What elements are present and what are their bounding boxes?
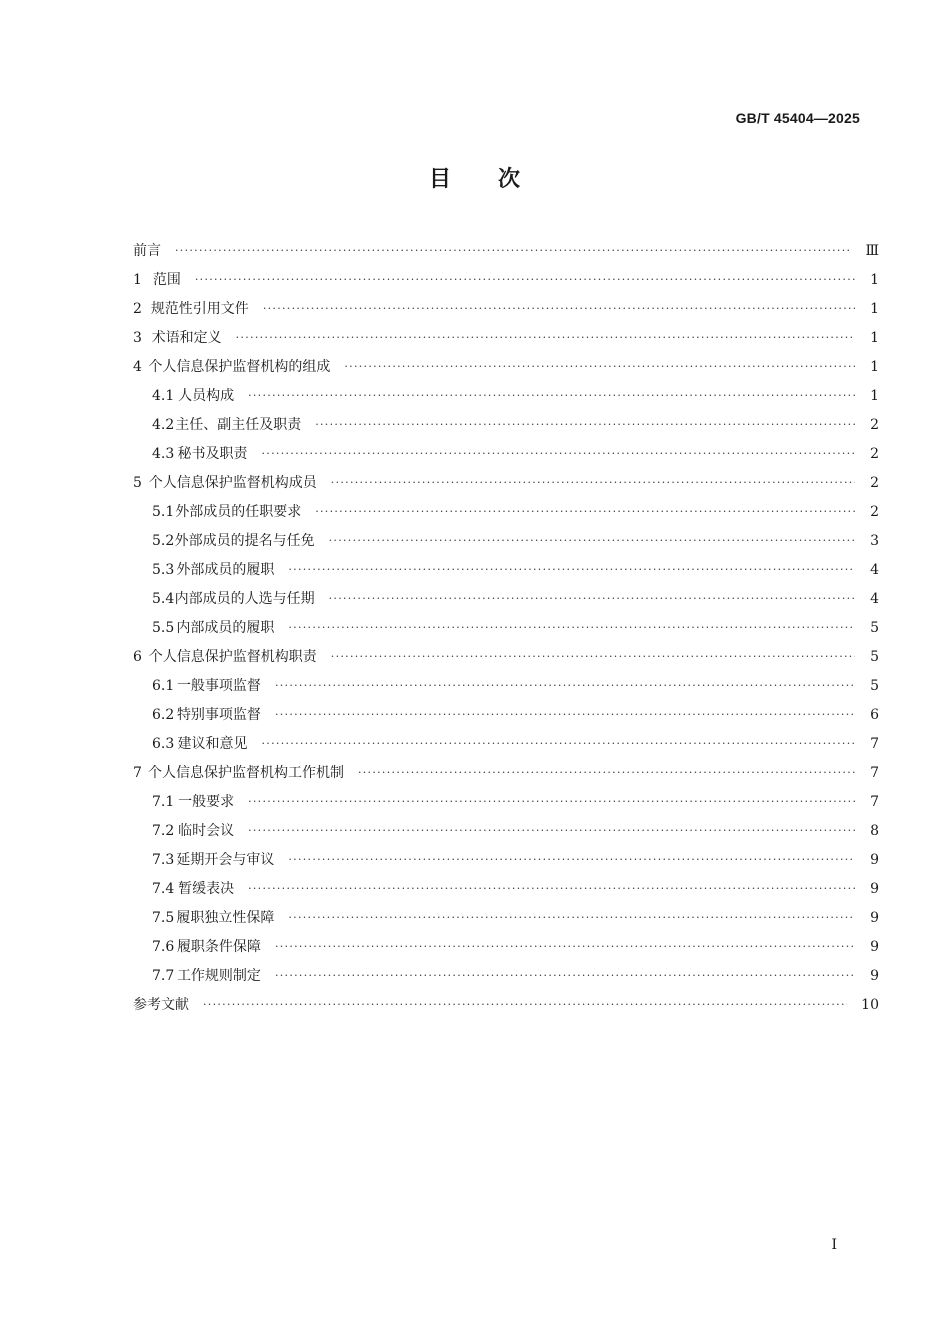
title-char-right: 次 [498, 167, 522, 192]
toc-entry-number: 7.4 [152, 881, 175, 897]
toc-entry-page: 4 [870, 591, 879, 607]
dot-leader [195, 273, 855, 286]
toc-entry-number: 6.1 [152, 678, 175, 694]
dot-leader [263, 302, 855, 315]
toc-entry-number: 7 [133, 765, 142, 781]
toc-entry-label: 工作规则制定 [176, 968, 261, 984]
toc-entry-label: 临时会议 [178, 823, 235, 839]
toc-entry-page: 4 [870, 562, 879, 578]
toc-entry-label: 个人信息保护监督机构的组成 [148, 359, 331, 375]
toc-entry-page: 1 [870, 359, 879, 375]
dot-leader [315, 505, 855, 518]
toc-entry[interactable] [133, 878, 879, 907]
toc-entry-label: 个人信息保护监督机构职责 [148, 649, 317, 665]
toc-entry[interactable] [133, 849, 879, 878]
dot-leader [288, 853, 855, 866]
toc-entry[interactable] [133, 675, 879, 704]
dot-leader [275, 679, 855, 692]
dot-leader [275, 708, 855, 721]
toc-entry-number: 1 [133, 272, 142, 288]
toc-entry-page: 8 [870, 823, 879, 839]
toc-entry-page: 9 [870, 881, 879, 897]
toc-entry-number: 7.1 [152, 794, 175, 810]
dot-leader [275, 969, 855, 982]
toc-entry[interactable] [133, 936, 879, 965]
toc-entry-number: 7.6 [152, 939, 175, 955]
toc-entry-page: 1 [870, 330, 879, 346]
toc-entry[interactable] [133, 820, 879, 849]
toc-entry-number: 4.2 [152, 417, 175, 433]
toc-entry-page: 9 [870, 939, 879, 955]
toc-entry-label: 特别事项监督 [176, 707, 261, 723]
toc-entry-page: 1 [870, 388, 879, 404]
toc-entry-label: 暂缓表决 [178, 881, 235, 897]
toc-entry-number: 7.3 [152, 852, 175, 868]
toc-entry[interactable] [133, 327, 879, 356]
dot-leader [236, 331, 855, 344]
toc-entry-label: 个人信息保护监督机构成员 [148, 475, 317, 491]
page-title [0, 162, 950, 193]
toc-entry[interactable] [133, 588, 879, 617]
toc-entry-label: 术语和定义 [151, 330, 222, 346]
toc-entry[interactable] [133, 617, 879, 646]
toc-entry-label: 内部成员的履职 [176, 620, 275, 636]
standard-code: GB/T 45404—2025 [735, 110, 860, 126]
toc-entry-page: 6 [870, 707, 879, 723]
toc-entry-label: 外部成员的履职 [176, 562, 275, 578]
toc-entry-number: 6.2 [152, 707, 175, 723]
page-number: Ⅰ [831, 1237, 837, 1253]
toc-entry-page: 9 [870, 910, 879, 926]
toc-entry-label: 个人信息保护监督机构工作机制 [147, 765, 344, 781]
toc-entry-label: 主任、副主任及职责 [175, 417, 302, 433]
dot-leader [175, 244, 851, 257]
toc-entry[interactable] [133, 733, 879, 762]
toc-entry-label: 人员构成 [178, 388, 235, 404]
dot-leader [248, 882, 855, 895]
toc-entry-number: 7.7 [152, 968, 175, 984]
toc-entry-page: Ⅲ [865, 243, 879, 259]
dot-leader [315, 418, 855, 431]
toc-entry[interactable] [133, 414, 879, 443]
toc-entry-number: 5.2 [152, 533, 175, 549]
toc-entry-page: 9 [870, 852, 879, 868]
toc-entry-label: 参考文献 [133, 997, 189, 1013]
toc-entry-number: 4 [133, 359, 142, 375]
toc-entry[interactable] [133, 472, 879, 501]
dot-leader [248, 389, 855, 402]
dot-leader [358, 766, 855, 779]
toc-entry-label: 延期开会与审议 [176, 852, 275, 868]
toc-entry-page: 10 [861, 997, 879, 1013]
toc-entry-number: 5.4 [152, 591, 175, 607]
toc-entry[interactable] [133, 385, 879, 414]
toc-entry-label: 外部成员的任职要求 [175, 504, 302, 520]
toc-entry-number: 6.3 [152, 736, 175, 752]
toc-entry-number: 4.3 [152, 446, 175, 462]
toc-entry-page: 7 [870, 765, 879, 781]
toc-entry-number: 3 [133, 330, 142, 346]
toc-entry-label: 前言 [133, 243, 161, 259]
toc-entry-number: 5.5 [152, 620, 175, 636]
dot-leader [288, 911, 855, 924]
table-of-contents [133, 240, 879, 1023]
toc-entry-number: 7.5 [152, 910, 175, 926]
toc-entry-label: 内部成员的人选与任期 [174, 591, 315, 607]
toc-entry-page: 1 [870, 272, 879, 288]
toc-entry-label: 履职独立性保障 [176, 910, 275, 926]
dot-leader [329, 534, 855, 547]
toc-entry[interactable] [133, 791, 879, 820]
toc-entry-label: 建议和意见 [177, 736, 248, 752]
toc-entry-page: 5 [870, 620, 879, 636]
toc-entry-page: 3 [870, 533, 879, 549]
toc-entry[interactable] [133, 646, 879, 675]
toc-entry-number: 5.3 [152, 562, 175, 578]
toc-entry[interactable] [133, 762, 879, 791]
dot-leader [288, 621, 855, 634]
toc-entry[interactable] [133, 907, 879, 936]
toc-entry-number: 6 [133, 649, 142, 665]
toc-entry-label: 一般要求 [178, 794, 235, 810]
title-char-left: 目 [428, 167, 452, 192]
toc-entry[interactable] [133, 559, 879, 588]
toc-entry-number: 5.1 [152, 504, 175, 520]
toc-entry-number: 7.2 [152, 823, 175, 839]
toc-entry[interactable] [133, 965, 879, 994]
dot-leader [288, 563, 855, 576]
toc-entry-page: 7 [870, 736, 879, 752]
toc-entry[interactable] [133, 704, 879, 733]
toc-entry[interactable] [133, 356, 879, 385]
toc-entry[interactable] [133, 269, 879, 298]
toc-entry-number: 2 [133, 301, 142, 317]
dot-leader [344, 360, 855, 373]
dot-leader [262, 447, 855, 460]
toc-entry[interactable] [133, 501, 879, 530]
toc-entry-page: 2 [870, 446, 879, 462]
dot-leader [331, 476, 855, 489]
dot-leader [329, 592, 855, 605]
toc-entry-label: 履职条件保障 [176, 939, 261, 955]
toc-entry-label: 外部成员的提名与任免 [174, 533, 315, 549]
toc-entry-page: 2 [870, 504, 879, 520]
toc-entry-number: 4.1 [152, 388, 175, 404]
toc-entry[interactable] [133, 530, 879, 559]
toc-entry-page: 9 [870, 968, 879, 984]
dot-leader [248, 824, 855, 837]
toc-entry[interactable] [133, 443, 879, 472]
toc-entry-label: 规范性引用文件 [150, 301, 249, 317]
toc-entry-label: 秘书及职责 [177, 446, 248, 462]
dot-leader [331, 650, 855, 663]
toc-entry-label: 一般事项监督 [176, 678, 261, 694]
toc-entry-label: 范围 [152, 272, 181, 288]
toc-entry-number: 5 [133, 475, 142, 491]
toc-entry-page: 5 [870, 649, 879, 665]
dot-leader [203, 998, 847, 1011]
toc-entry-page: 5 [870, 678, 879, 694]
toc-entry[interactable] [133, 298, 879, 327]
toc-entry-page: 1 [870, 301, 879, 317]
toc-entry-page: 7 [870, 794, 879, 810]
dot-leader [275, 940, 855, 953]
dot-leader [248, 795, 855, 808]
toc-entry-page: 2 [870, 417, 879, 433]
toc-entry[interactable] [133, 240, 879, 269]
toc-entry[interactable] [133, 994, 879, 1023]
toc-entry-page: 2 [870, 475, 879, 491]
dot-leader [262, 737, 855, 750]
